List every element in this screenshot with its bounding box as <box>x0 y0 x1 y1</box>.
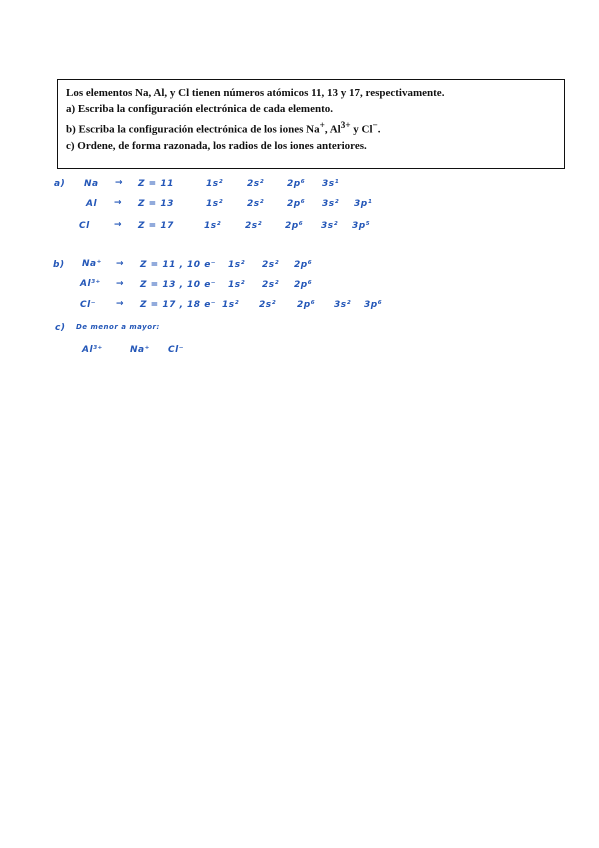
arrow-icon: → <box>114 220 123 230</box>
ion-cl-charge: − <box>372 120 378 130</box>
answer-b-cl-config-4: 3s² <box>334 300 352 310</box>
answer-a-al-symbol: Al <box>86 199 98 209</box>
problem-part-b-text: b) Escriba la configuración electrónica de los iones <box>66 123 304 136</box>
answer-b-na-z: Z = 11 , 10 e⁻ <box>140 260 217 270</box>
answer-b-al-z: Z = 13 , 10 e⁻ <box>140 280 217 290</box>
answer-a-al-z: Z = 13 <box>138 199 174 209</box>
problem-statement-box <box>57 79 565 169</box>
answer-a-na-config-4: 3s¹ <box>322 179 340 189</box>
answer-a-cl-config-4: 3s² <box>321 221 339 231</box>
ion-na-charge: + <box>319 120 325 130</box>
answer-c-order-1: Al³⁺ <box>82 345 103 355</box>
answer-a-cl-symbol: Cl <box>79 221 90 231</box>
problem-part-b: b) Escriba la configuración electrónica de los iones Na+, $Al^{3+}$ y Cl−. <box>66 120 381 136</box>
arrow-icon: → <box>115 178 124 188</box>
ion-na: Na <box>306 123 320 136</box>
answer-a-al-config-4: 3s² <box>322 199 340 209</box>
answer-b-label: b) <box>53 260 65 270</box>
answer-b-cl-config-3: 2p⁶ <box>297 300 316 310</box>
answer-a-na-symbol: Na <box>84 179 99 189</box>
arrow-icon: → <box>116 259 125 269</box>
answer-b-na-config-3: 2p⁶ <box>294 260 313 270</box>
answer-a-label: a) <box>54 179 66 189</box>
problem-part-c: c) Ordene, de forma razonada, los radios de los iones anteriores. <box>66 139 367 152</box>
answer-b-al-config-1: 1s² <box>228 280 246 290</box>
answer-c-order-2: Na⁺ <box>130 345 150 355</box>
answer-b-al-config-2: 2s² <box>262 280 280 290</box>
answer-b-al-config-3: 2p⁶ <box>294 280 313 290</box>
answer-a-al-config-3: 2p⁶ <box>287 199 306 209</box>
answer-c-order-3: Cl⁻ <box>168 345 184 355</box>
answer-b-cl-z: Z = 17 , 18 e⁻ <box>140 300 217 310</box>
answer-c-text: De menor a mayor: <box>76 323 160 331</box>
answer-a-na-z: Z = 11 <box>138 179 174 189</box>
answer-a-cl-config-2: 2s² <box>245 221 263 231</box>
arrow-icon: → <box>114 198 123 208</box>
answer-b-cl-config-1: 1s² <box>222 300 240 310</box>
ion-cl: Cl <box>361 123 373 136</box>
problem-part-a: a) Escriba la configuración electrónica de cada elemento. <box>66 103 334 115</box>
answer-b-cl-ion: Cl⁻ <box>80 300 96 310</box>
ion-al-charge: 3+ <box>340 120 351 130</box>
arrow-icon: → <box>116 279 125 289</box>
answer-b-na-config-1: 1s² <box>228 260 246 270</box>
answer-a-na-config-1: 1s² <box>206 179 224 189</box>
problem-intro: Los elementos Na, Al, y Cl tienen números atómicos 11, 13 y 17, respectivamente. <box>66 87 445 99</box>
answer-a-na-config-2: 2s² <box>247 179 265 189</box>
ion-al: Al <box>329 123 341 136</box>
answer-b-al-ion: Al³⁺ <box>80 279 101 289</box>
answer-b-cl-config-5: 3p⁶ <box>364 300 383 310</box>
answer-a-al-config-2: 2s² <box>247 199 265 209</box>
answer-b-na-config-2: 2s² <box>262 260 280 270</box>
answer-c-label: c) <box>55 323 66 333</box>
answer-b-na-ion: Na⁺ <box>82 259 102 269</box>
answer-a-cl-config-1: 1s² <box>204 221 222 231</box>
answer-b-cl-config-2: 2s² <box>259 300 277 310</box>
answer-a-cl-z: Z = 17 <box>138 221 174 231</box>
answer-a-al-config-1: 1s² <box>206 199 224 209</box>
answer-a-na-config-3: 2p⁶ <box>287 179 306 189</box>
answer-a-al-config-5: 3p¹ <box>354 199 373 209</box>
answer-a-cl-config-5: 3p⁵ <box>352 221 371 231</box>
arrow-icon: → <box>116 299 125 309</box>
answer-a-cl-config-3: 2p⁶ <box>285 221 304 231</box>
